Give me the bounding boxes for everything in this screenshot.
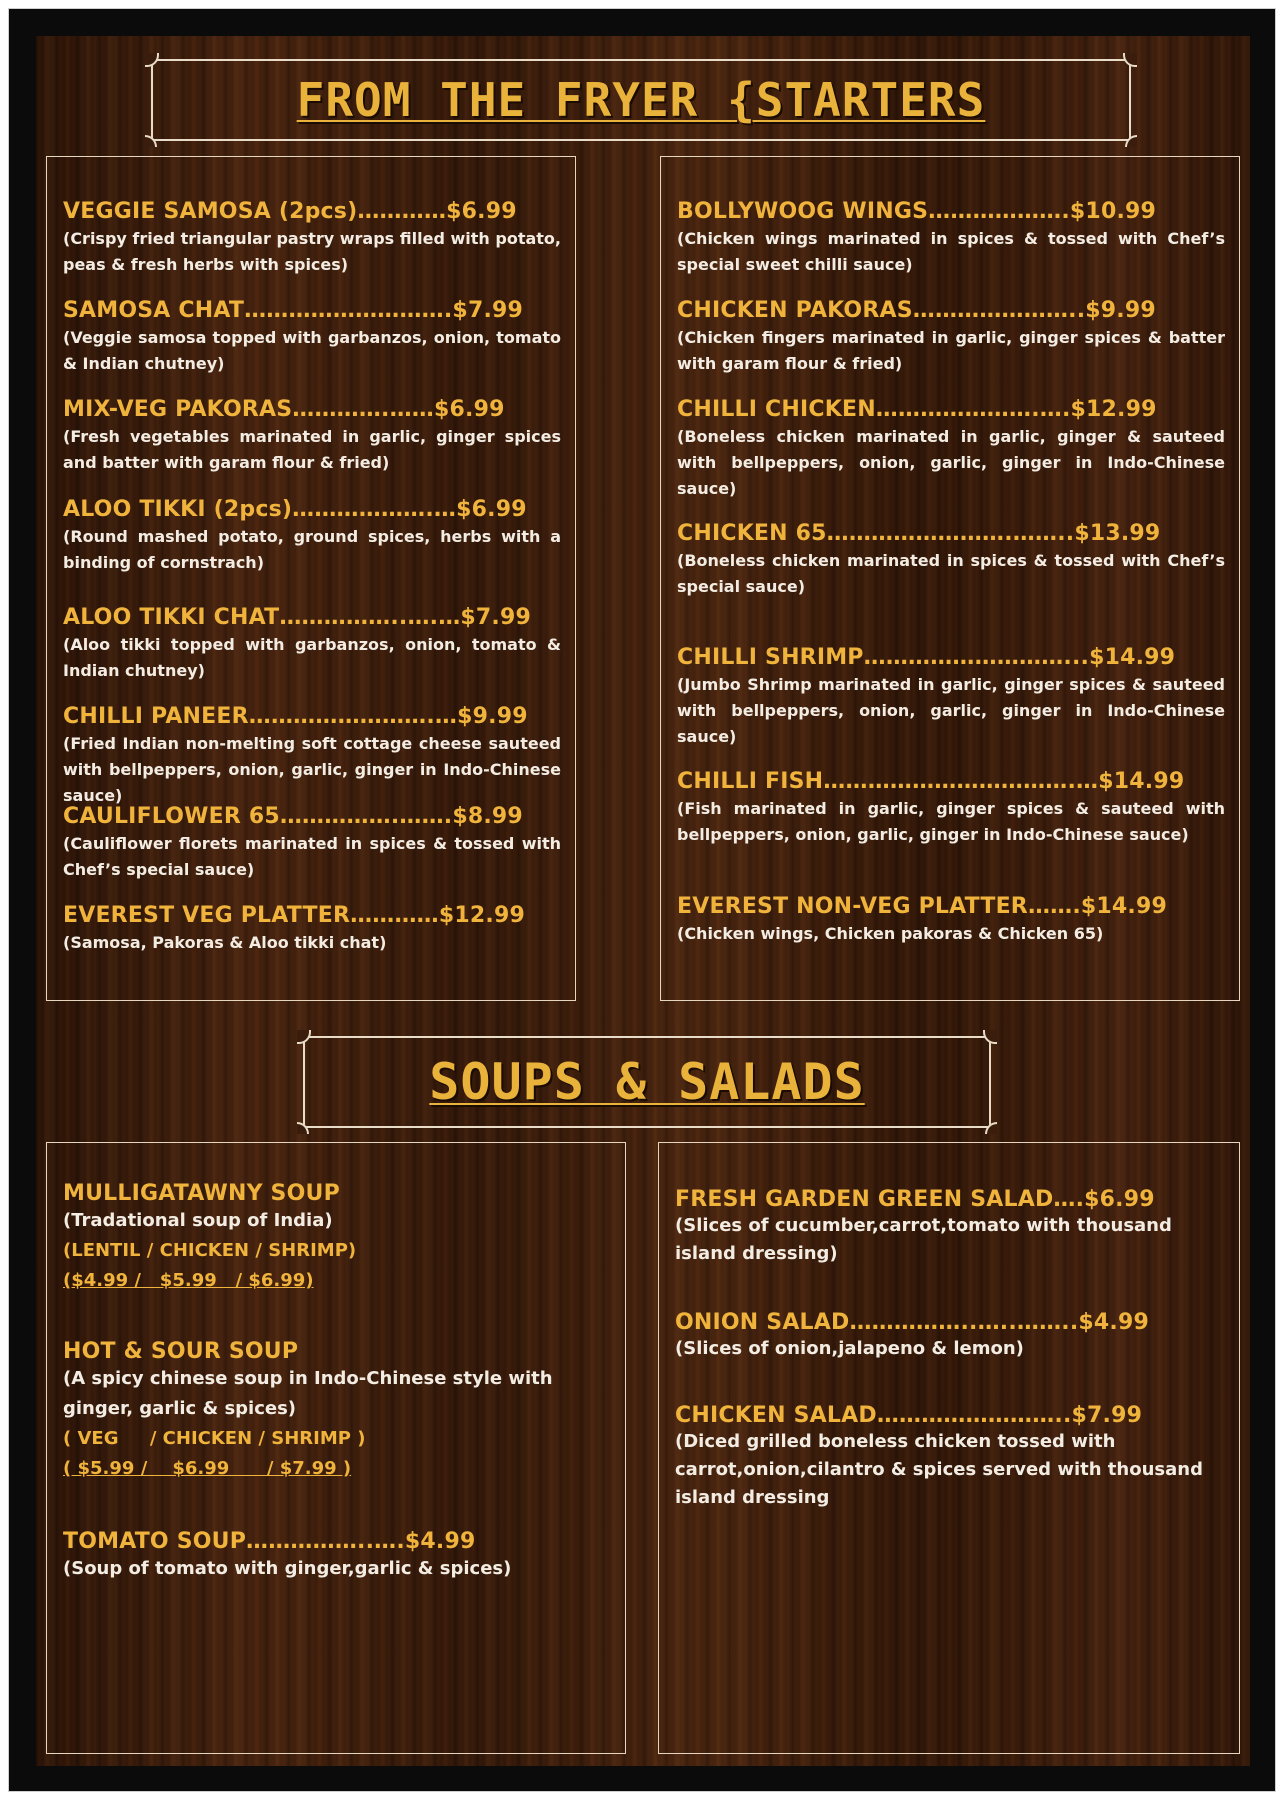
menu-item bbox=[675, 1403, 1225, 1512]
item-name: TOMATO SOUP……………..….$4.99 bbox=[63, 1529, 476, 1554]
item-description: (Aloo tikki topped with garbanzos, onion, tomato & Indian chutney) bbox=[63, 635, 561, 680]
menu-page bbox=[8, 8, 1276, 1792]
item-description: (Round mashed potato, ground spices, herbs with a binding of cornstrach) bbox=[63, 527, 561, 572]
menu-item bbox=[63, 1181, 611, 1296]
item-description: (Veggie samosa topped with garbanzos, onion, tomato & Indian chutney) bbox=[63, 328, 561, 373]
item-description: (Boneless chicken marinated in spices & tossed with Chef’s special sauce) bbox=[677, 551, 1225, 596]
menu-item bbox=[677, 894, 1225, 947]
item-description: (Boneless chicken marinated in garlic, ginger & sauteed with bellpeppers, onion, garlic, ginger in Indo-Chinese sauce) bbox=[677, 427, 1225, 498]
item-description: (Tradational soup of India) bbox=[63, 1210, 333, 1231]
starters-header-frame bbox=[151, 59, 1131, 141]
item-description: (Samosa, Pakoras & Aloo tikki chat) bbox=[63, 933, 387, 952]
menu-item bbox=[677, 397, 1225, 502]
item-name: CHILLI SHRIMP………………………...$14.99 bbox=[677, 645, 1176, 670]
menu-item bbox=[675, 1187, 1225, 1268]
item-name: CHICKEN SALAD……………………..$7.99 bbox=[675, 1403, 1143, 1428]
menu-item bbox=[677, 521, 1225, 600]
item-description: (Cauliflower florets marinated in spices & tossed with Chef’s special sauce) bbox=[63, 834, 561, 879]
wood-background bbox=[36, 36, 1250, 1766]
item-description: (Chicken wings, Chicken pakoras & Chicken 65) bbox=[677, 924, 1104, 943]
menu-item bbox=[63, 605, 561, 684]
menu-item bbox=[63, 497, 561, 576]
menu-item bbox=[677, 298, 1225, 377]
item-options: (LENTIL / CHICKEN / SHRIMP) bbox=[63, 1240, 357, 1261]
menu-item bbox=[63, 298, 561, 377]
item-name: BOLLYWOOG WINGS……………….$10.99 bbox=[677, 199, 1157, 224]
item-description: (Slices of cucumber,carrot,tomato with thousand island dressing) bbox=[675, 1215, 1172, 1264]
menu-item bbox=[63, 199, 561, 278]
item-name: CHILLI CHICKEN………………….….$12.99 bbox=[677, 397, 1157, 422]
soups-title: SOUPS & SALADS bbox=[429, 1053, 865, 1111]
item-name: CHILLI FISH…………………………….…$14.99 bbox=[677, 769, 1185, 794]
item-name: EVEREST VEG PLATTER…………$12.99 bbox=[63, 903, 525, 928]
starters-right-box bbox=[660, 156, 1240, 1001]
item-name: MULLIGATAWNY SOUP bbox=[63, 1181, 340, 1206]
menu-item bbox=[63, 397, 561, 476]
item-name: FRESH GARDEN GREEN SALAD….$6.99 bbox=[675, 1187, 1155, 1212]
item-name: HOT & SOUR SOUP bbox=[63, 1339, 299, 1364]
menu-item bbox=[675, 1310, 1225, 1363]
item-prices: ($4.99 / $5.99 / $6.99) bbox=[63, 1270, 314, 1291]
item-name: CAULIFLOWER 65…………….…….$8.99 bbox=[63, 804, 523, 829]
item-description: (Soup of tomato with ginger,garlic & spices) bbox=[63, 1558, 512, 1579]
item-description: (Fresh vegetables marinated in garlic, ginger spices and batter with garam flour & fried) bbox=[63, 427, 561, 472]
starters-left-box bbox=[46, 156, 576, 1001]
item-description: (Jumbo Shrimp marinated in garlic, ginger spices & sauteed with bellpeppers, onion, garlic, ginger in Indo-Chinese sauce) bbox=[677, 675, 1225, 746]
menu-item bbox=[63, 903, 561, 956]
soups-left-box bbox=[46, 1142, 626, 1754]
item-description: (Diced grilled boneless chicken tossed with carrot,onion,cilantro & spices served with thousand island dressing bbox=[675, 1431, 1203, 1508]
item-description: (Chicken wings marinated in spices & tossed with Chef’s special sweet chilli sauce) bbox=[677, 229, 1225, 274]
item-description: (Fried Indian non-melting soft cottage cheese sauteed with bellpeppers, onion, garlic, ginger in Indo-Chinese sauce) bbox=[63, 734, 561, 805]
item-options: ( VEG / CHICKEN / SHRIMP ) bbox=[63, 1428, 366, 1449]
menu-item bbox=[63, 1529, 611, 1584]
menu-item bbox=[677, 199, 1225, 278]
item-name: MIX-VEG PAKORAS………….……$6.99 bbox=[63, 397, 505, 422]
item-description: (Crispy fried triangular pastry wraps filled with potato, peas & fresh herbs with spices) bbox=[63, 229, 561, 274]
menu-item bbox=[677, 645, 1225, 750]
menu-item bbox=[63, 704, 561, 809]
item-description: (Chicken fingers marinated in garlic, ginger spices & batter with garam flour & fried) bbox=[677, 328, 1225, 373]
item-name: ALOO TIKKI CHAT……………..….…$7.99 bbox=[63, 605, 531, 630]
item-name: SAMOSA CHAT……………………….$7.99 bbox=[63, 298, 524, 323]
menu-item bbox=[677, 769, 1225, 848]
item-description: (A spicy chinese soup in Indo-Chinese style with ginger, garlic & spices) bbox=[63, 1368, 553, 1419]
item-name: EVEREST NON-VEG PLATTER…….$14.99 bbox=[677, 894, 1167, 919]
item-prices: ( $5.99 / $6.99 / $7.99 ) bbox=[63, 1458, 352, 1479]
menu-item bbox=[63, 1339, 611, 1484]
item-name: ONION SALAD……………..…..……..$4.99 bbox=[675, 1310, 1149, 1335]
menu-item bbox=[63, 804, 561, 883]
item-name: CHILLI PANEER…………………….…$9.99 bbox=[63, 704, 528, 729]
item-name: CHICKEN PAKORAS…………………..$9.99 bbox=[677, 298, 1156, 323]
item-description: (Fish marinated in garlic, ginger spices & sauteed with bellpeppers, onion, garlic, ginger in Indo-Chinese sauce) bbox=[677, 799, 1225, 844]
soups-right-box bbox=[658, 1142, 1240, 1754]
item-name: VEGGIE SAMOSA (2pcs)…………$6.99 bbox=[63, 199, 517, 224]
item-name: ALOO TIKKI (2pcs)……………….…$6.99 bbox=[63, 497, 527, 522]
item-name: CHICKEN 65…………………….……..$13.99 bbox=[677, 521, 1161, 546]
starters-title: FROM THE FRYER {STARTERS bbox=[296, 73, 986, 127]
item-description: (Slices of onion,jalapeno & lemon) bbox=[675, 1338, 1024, 1359]
soups-header-frame bbox=[303, 1036, 991, 1128]
